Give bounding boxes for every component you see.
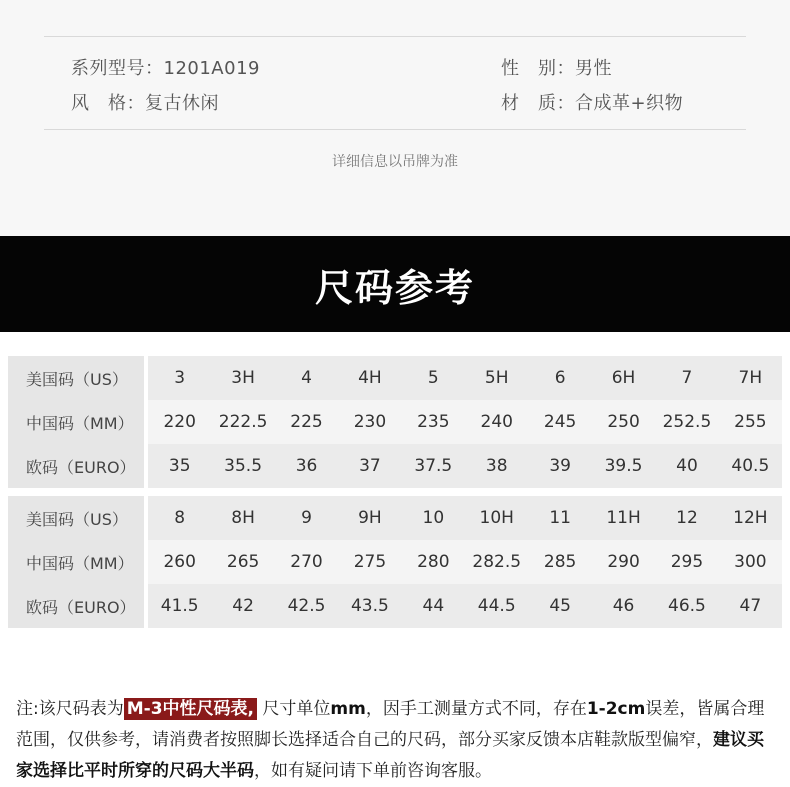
style: 风 格：复古休闲 (71, 93, 219, 114)
row-label: 欧码（EURO） (8, 584, 144, 628)
us-row (8, 496, 782, 540)
row-label: 美国码（US） (8, 496, 144, 540)
size-cell: 10 (422, 508, 445, 528)
size-note (16, 694, 778, 787)
note-prefix: 注:该尺码表为 (16, 699, 124, 719)
tag-note: 详细信息以吊牌为准 (332, 154, 458, 170)
size-cell: 4H (358, 368, 382, 388)
size-cell: 255 (734, 412, 767, 432)
size-cell: 38 (485, 456, 508, 476)
size-reference-banner (0, 236, 790, 332)
size-cell: 9H (358, 508, 382, 528)
size-cell: 230 (353, 412, 387, 432)
size-advice: 建议买家选择比平时所穿的尺码大半码 (16, 730, 764, 781)
note-part3: 误差，皆属合理范围，仅供参考，请消费者按照脚长选择适合自己的尺码，部分买家反馈本店鞋款版型偏窄， (16, 699, 765, 750)
size-cell: 222.5 (218, 412, 268, 432)
size-cell: 9 (301, 508, 312, 528)
size-cell: 37 (359, 456, 381, 476)
size-cell: 5 (427, 368, 439, 388)
euro-row (8, 444, 782, 488)
size-cell: 275 (353, 552, 387, 572)
size-cell: 11 (549, 508, 571, 528)
size-cell: 225 (290, 412, 323, 432)
size-cell: 235 (417, 412, 450, 432)
size-cell: 5H (484, 368, 509, 388)
size-cell: 42.5 (287, 596, 326, 616)
row-label: 欧码（EURO） (8, 444, 144, 488)
error-range: 1-2cm (586, 699, 646, 719)
size-cell: 7H (738, 368, 763, 388)
unit-mm: mm (330, 699, 366, 719)
size-cell: 10H (479, 508, 514, 528)
size-cell: 290 (607, 552, 640, 572)
size-cell: 39.5 (604, 456, 643, 476)
size-cell: 39 (549, 456, 571, 476)
size-cell: 8H (231, 508, 255, 528)
size-cell: 250 (607, 412, 640, 432)
material: 材 质：合成革+织物 (501, 93, 684, 114)
product-info-panel (0, 0, 790, 236)
size-cell: 7 (681, 368, 693, 388)
size-cell: 40 (676, 456, 698, 476)
series-model: 系列型号：1201A019 (71, 58, 260, 79)
size-cell: 252.5 (662, 412, 712, 432)
size-cell: 44 (422, 596, 445, 616)
size-cell: 260 (163, 552, 196, 572)
banner-title: 尺码参考 (314, 265, 475, 310)
mm-row (8, 540, 782, 584)
row-label: 中国码（MM） (8, 400, 144, 444)
size-cell: 47 (739, 596, 762, 616)
size-cell: 270 (290, 552, 323, 572)
note-part4: ，如有疑问请下单前咨询客服。 (254, 761, 492, 781)
size-cell: 41.5 (160, 596, 199, 616)
size-cell: 245 (543, 412, 577, 432)
divider-top (44, 36, 746, 37)
size-cell: 11H (606, 508, 641, 528)
size-cell: 285 (543, 552, 577, 572)
size-cell: 46 (612, 596, 635, 616)
size-cell: 40.5 (731, 456, 770, 476)
size-cell: 35 (168, 456, 191, 476)
note-part1: 尺寸单位 (262, 699, 331, 719)
size-cell: 295 (670, 552, 704, 572)
size-cell: 37.5 (414, 456, 453, 476)
size-cell: 6 (554, 368, 566, 388)
size-cell: 8 (174, 508, 186, 528)
size-cell: 43.5 (350, 596, 389, 616)
size-cell: 282.5 (472, 552, 522, 572)
size-cell: 45 (549, 596, 571, 616)
us-row (8, 356, 782, 400)
row-label: 中国码（MM） (8, 540, 144, 584)
size-cell: 220 (163, 412, 196, 432)
size-cell: 12H (733, 508, 768, 528)
size-cell: 3H (231, 368, 255, 388)
size-cell: 36 (295, 456, 318, 476)
note-part2: ，因手工测量方式不同，存在 (365, 699, 587, 719)
size-cell: 4 (301, 368, 312, 388)
row-label: 美国码（US） (8, 356, 144, 400)
size-cell: 12 (676, 508, 698, 528)
size-table-2 (8, 496, 782, 628)
size-cell: 35.5 (224, 456, 263, 476)
size-table-1 (8, 356, 782, 488)
divider-bottom (44, 129, 746, 130)
size-cell: 240 (480, 412, 513, 432)
gender: 性 别：男性 (501, 58, 612, 79)
size-cell: 280 (417, 552, 450, 572)
mm-row (8, 400, 782, 444)
size-cell: 44.5 (477, 596, 516, 616)
size-cell: 46.5 (668, 596, 706, 616)
size-chart-tag: M-3中性尺码表, (124, 698, 257, 720)
size-cell: 265 (226, 552, 260, 572)
size-cell: 6H (611, 368, 636, 388)
size-cell: 300 (734, 552, 767, 572)
size-cell: 42 (232, 596, 254, 616)
size-cell: 3 (174, 368, 186, 388)
euro-row (8, 584, 782, 628)
